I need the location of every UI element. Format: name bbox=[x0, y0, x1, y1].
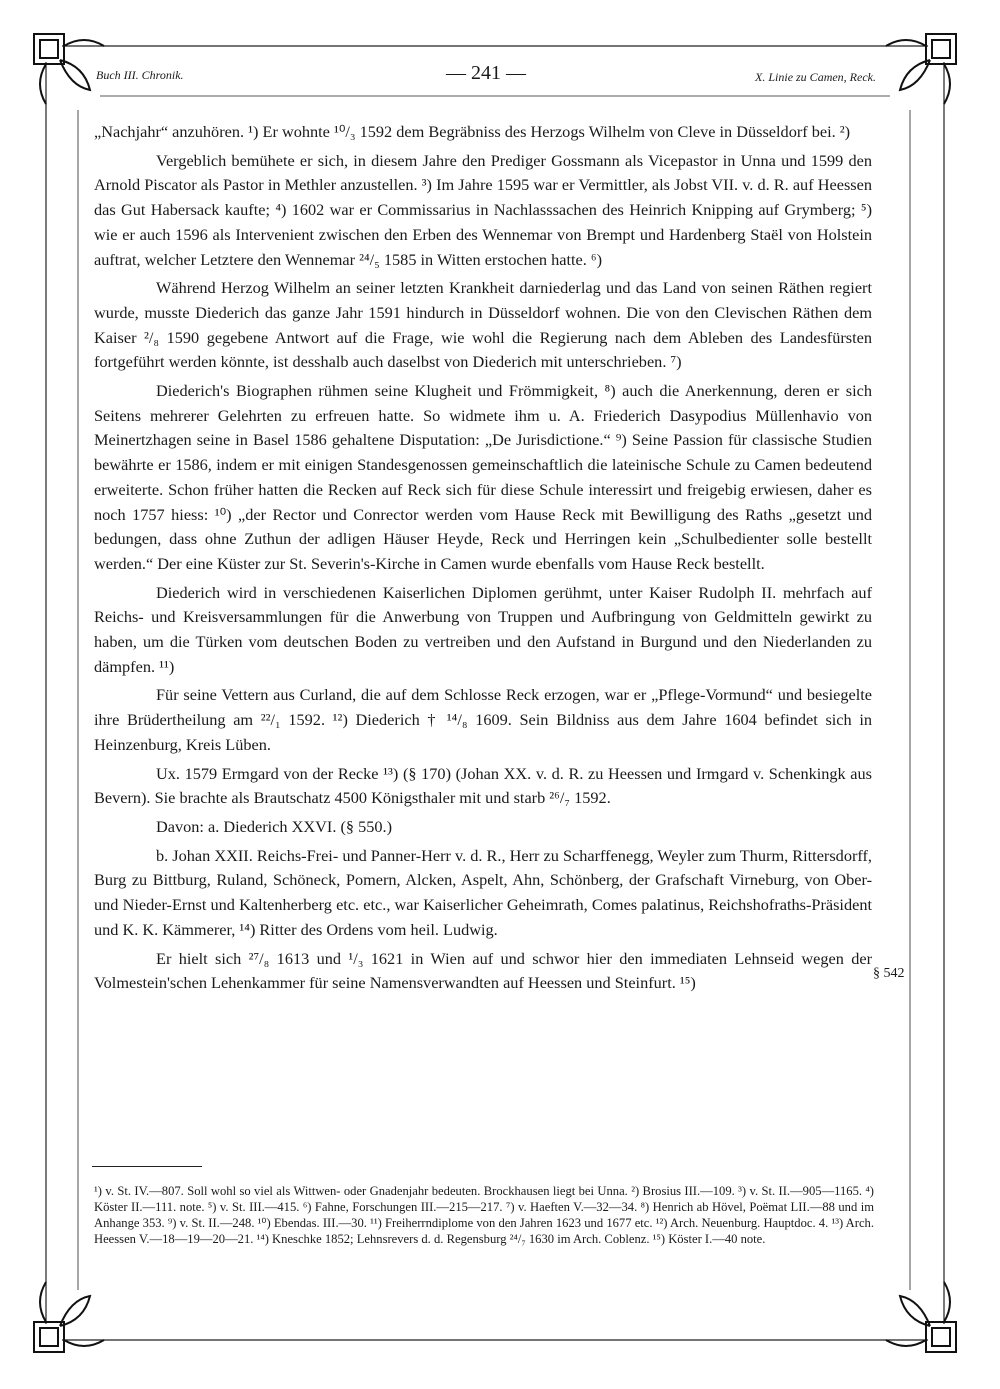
page-number: — 241 — bbox=[446, 62, 526, 84]
paragraph: Während Herzog Wilhelm an seiner letzten Krankheit darniederlag und das Land von seinen Räthen regiert wurde, musste Diederich das ganze Jahr 1591 hindurch in Düsseldorf wohnen. Die von den Clevischen Räthen dem Kaiser ²/₈ 1590 gegebene Antwort auf die Frage, wie wohl die Regierung nach dem Ableben des Landesfürsten fortgeführt werden könnte, ist desshalb auch daselbst von Diederich mit unterschrieben. ⁷) bbox=[94, 278, 872, 372]
margin-note: § 542 bbox=[873, 966, 905, 981]
corner-ornament-bottom-right bbox=[886, 1282, 956, 1352]
paragraph: Er hielt sich ²⁷/₈ 1613 und ¹/₃ 1621 in Wien auf und schwor hier den immediaten Lehnseid wegen der Volmestein'schen Lehenkammer für seine Namensverwandten auf Heessen und Steinfurt. ¹⁵) bbox=[94, 948, 872, 993]
corner-ornament-bottom-left bbox=[34, 1282, 104, 1352]
running-header bbox=[96, 64, 876, 86]
paragraph: Vergeblich bemühete er sich, in diesem Jahre den Prediger Gossmann als Vicepastor in Unna und 1599 den Arnold Piscator als Pastor in Methler anzustellen. ³) Im Jahre 1595 war er Vermittler, als Jobst VII. v. d. R. auf Heessen das Gut Habersack kaufte; ⁴) 1602 war er Commissarius in Nachlasssachen des Heinrich Knipping auf Grymberg; ⁵) wie er auch 1596 als Intervenient zwischen den Erben des Wennemar von Brempt und Hardenberg Staël von Holstein auftrat, welcher Letztere den Wennemar ²⁴/₅ 1585 in Witten erstochen hatte. ⁶) bbox=[94, 150, 872, 269]
corner-ornament-top-right bbox=[886, 34, 956, 104]
paragraph: Diederich's Biographen rühmen seine Klugheit und Frömmigkeit, ⁸) auch die Anerkennung, deren er sich Seitens mehrerer Gelehrten zu erfreuen hatte. So widmete ihm u. A. Friederich Dasypodius Müllenhavio von Meinertzhagen seine in Basel 1586 gehaltene Disputation: „De Jurisdictione.“ ⁹) Seine Passion für classische Studien bewährte er 1586, indem er mit einigen Standesgenossen gemeinschaftlich die lateinische Schule zu Camen bedeutend erweiterte. Schon früher hatten die Recken auf Reck sich für diese Schule interessirt und freigebig erwiesen, daher es noch 1757 hiess: ¹⁰) „der Rector und Conrector werden vom Hause Reck mit Bewilligung des Raths „gesetzt und bedungen, dass ohne Zuthun der adligen Häuser Heyde, Reck und Herringen kein „Schulbedienter solle bestellt werden.“ Der eine Küster zur St. Severin's-Kirche in Camen wurde ebenfalls vom Hause Reck bestellt. bbox=[94, 381, 872, 573]
paragraph: Diederich wird in verschiedenen Kaiserlichen Diplomen gerühmt, unter Kaiser Rudolph II. mehrfach auf Reichs- und Kreisversammlungen für die Anwerbung von Truppen und Aufbringung von Geldmitteln gewirkt zu haben, um die Türken vom deutschen Boden zu vertreiben und den Aufstand in Burgund und den Niederlanden zu dämpfen. ¹¹) bbox=[94, 582, 872, 676]
paragraph: Davon: a. Diederich XXVI. (§ 550.) bbox=[156, 816, 393, 836]
paragraph: „Nachjahr“ anzuhören. ¹) Er wohnte ¹⁰/₃ 1592 dem Begräbniss des Herzogs Wilhelm von Cleve in Düsseldorf bei. ²) bbox=[94, 122, 851, 141]
main-text bbox=[94, 120, 872, 1000]
header-left: Buch III. Chronik. bbox=[96, 68, 184, 82]
header-right: X. Linie zu Camen, Reck. bbox=[755, 70, 876, 84]
paragraph: b. Johan XXII. Reichs-Frei- und Panner-Herr v. d. R., Herr zu Scharffenegg, Weyler zum Thurm, Rittersdorff, Burg zu Bittburg, Ruland, Schöneck, Pomern, Alcken, Aspelt, Ahn, Schönberg, der Grafschaft Virneburg, von Ober- und Nieder-Ernst und Kaltenherberg etc. etc., war Kaiserlicher Geheimrath, Comes palatinus, Reichshofraths-Präsident und K. K. Kämmerer, ¹⁴) Ritter des Ordens vom heil. Ludwig. bbox=[94, 845, 872, 939]
paragraph: Für seine Vettern aus Curland, die auf dem Schlosse Reck erzogen, war er „Pflege-Vormund“ und besiegelte ihre Brüdertheilung am ²²/₁ 1592. ¹²) Diederich † ¹⁴/₈ 1609. Sein Bildniss aus dem Jahre 1604 befindet sich in Heinzenburg, Kreis Lüben. bbox=[94, 685, 872, 754]
footnote-divider bbox=[92, 1166, 202, 1167]
footnotes bbox=[94, 1183, 874, 1247]
footnote-text: ¹) v. St. IV.—807. Soll wohl so viel als Wittwen- oder Gnadenjahr bedeuten. Brockhausen liegt bei Unna. ²) Brosius III.—109. ³) v. St. II.—905—1165. ⁴) Köster II.—111. note. ⁵) v. St. III.—415. ⁶) Fahne, Forschungen III.—215—217. ⁷) v. Haeften V.—32—34. ⁸) Henrich ab Hövel, Poëmat LII.—88 und im Anhange 353. ⁹) v. St. II.—248. ¹⁰) Ebendas. III.—30. ¹¹) Freiherrndiplome von den Jahren 1623 und 1677 etc. ¹²) Arch. Neuenburg. Hauptdoc. 4. ¹³) Arch. Heessen V.—18—19—20—21. ¹⁴) Kneschke 1852; Lehnsrevers d. d. Regensburg ²⁴/₇ 1630 im Arch. Coblenz. ¹⁵) Köster I.—40 note. bbox=[94, 1184, 874, 1246]
paragraph: Ux. 1579 Ermgard von der Recke ¹³) (§ 170) (Johan XX. v. d. R. zu Heessen und Irmgard v. Schenkingk aus Bevern). Sie brachte als Brautschatz 4500 Königsthaler mit und starb ²⁶/₇ 1592. bbox=[94, 763, 872, 808]
corner-ornament-top-left bbox=[34, 34, 104, 104]
